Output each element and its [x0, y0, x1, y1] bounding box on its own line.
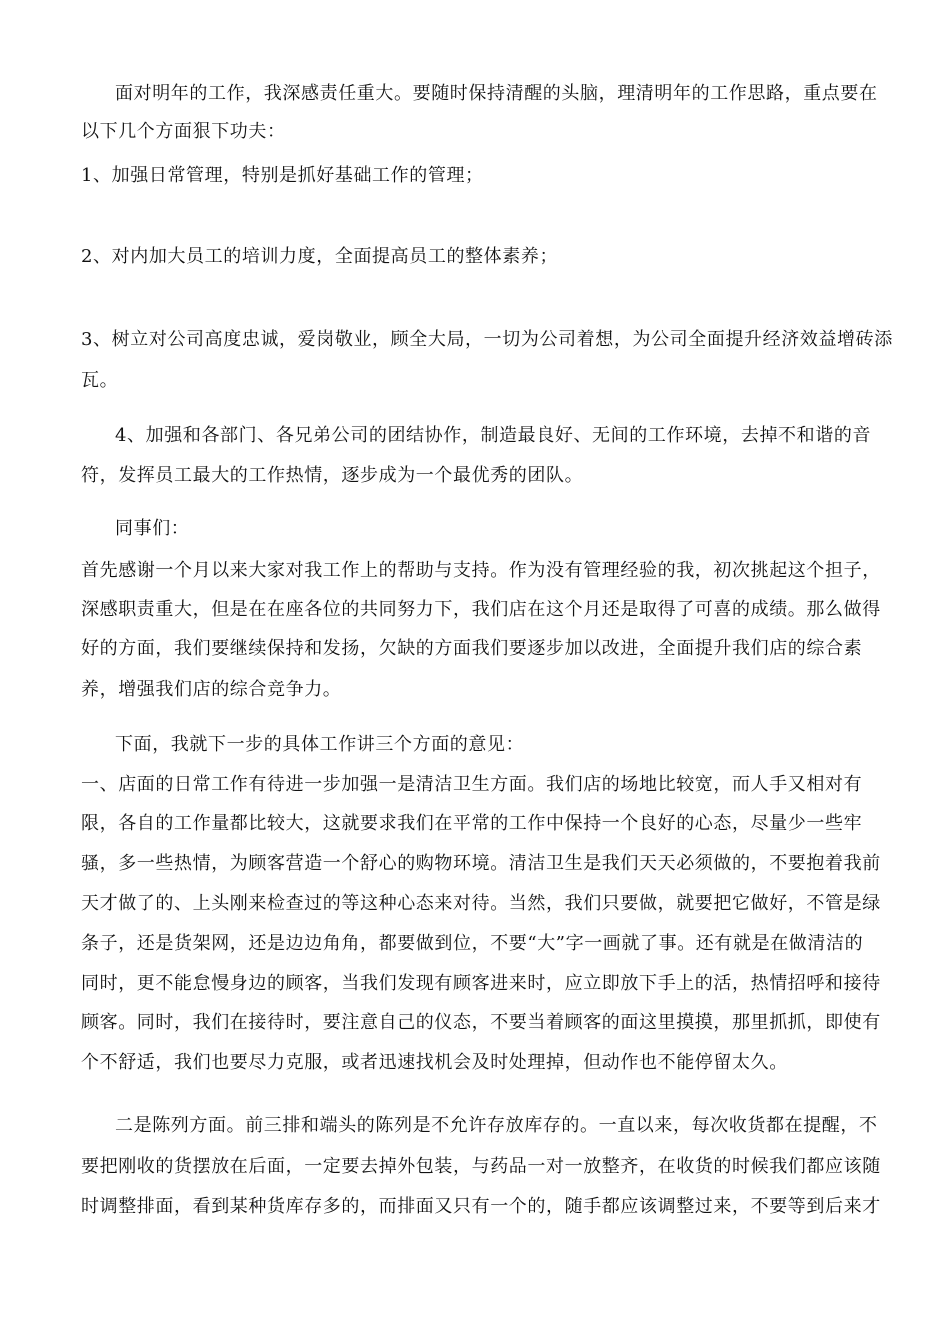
text-line: 骚，多一些热情，为顾客营造一个舒心的购物环境。清洁卫生是我们天天必须做的，不要抱着我前	[81, 853, 881, 874]
text-line: 符，发挥员工最大的工作热情，逐步成为一个最优秀的团队。	[81, 465, 584, 486]
text-line: 一、店面的日常工作有待进一步加强一是清洁卫生方面。我们店的场地比较宽，而人手又相对有	[81, 774, 863, 795]
text-line: 时调整排面，看到某种货库存多的，而排面又只有一个的，随手都应该调整过来，不要等到后来才	[81, 1196, 881, 1217]
text-line: 面对明年的工作，我深感责任重大。要随时保持清醒的头脑，理清明年的工作思路，重点要在	[115, 83, 878, 104]
text-line: 2、对内加大员工的培训力度，全面提高员工的整体素养；	[81, 246, 559, 267]
text-line: 二是陈列方面。前三排和端头的陈列是不允许存放库存的。一直以来，每次收货都在提醒，不	[115, 1115, 878, 1136]
text-line: 1、加强日常管理，特别是抓好基础工作的管理；	[81, 165, 484, 186]
text-line: 限，各自的工作量都比较大，这就要求我们在平常的工作中保持一个良好的心态，尽量少一些牢	[81, 813, 863, 834]
text-line: 首先感谢一个月以来大家对我工作上的帮助与支持。作为没有管理经验的我，初次挑起这个担子，	[81, 560, 881, 581]
text-line: 要把刚收的货摆放在后面，一定要去掉外包装，与药品一对一放整齐，在收货的时候我们都应该随	[81, 1156, 881, 1177]
text-line: 同事们：	[115, 518, 190, 539]
text-line: 顾客。同时，我们在接待时，要注意自己的仪态，不要当着顾客的面这里摸摸，那里抓抓，即使有	[81, 1012, 881, 1033]
text-line: 以下几个方面狠下功夫：	[81, 121, 286, 142]
text-line: 下面，我就下一步的具体工作讲三个方面的意见：	[115, 734, 525, 755]
text-line: 好的方面，我们要继续保持和发扬，欠缺的方面我们要逐步加以改进，全面提升我们店的综合素	[81, 638, 863, 659]
text-line: 深感职责重大，但是在在座各位的共同努力下，我们店在这个月还是取得了可喜的成绩。那么做得	[81, 599, 881, 620]
text-line: 个不舒适，我们也要尽力克服，或者迅速找机会及时处理掉，但动作也不能停留太久。	[81, 1052, 788, 1073]
text-line: 条子，还是货架网，还是边边角角，都要做到位，不要“大”字一画就了事。还有就是在做清洁的	[81, 933, 864, 954]
text-line: 瓦。	[81, 370, 119, 391]
text-line: 天才做了的、上头刚来检查过的等这种心态来对待。当然，我们只要做，就要把它做好，不管是绿	[81, 893, 881, 914]
text-line: 养，增强我们店的综合竞争力。	[81, 679, 342, 700]
text-line: 同时，更不能怠慢身边的顾客，当我们发现有顾客进来时，应立即放下手上的活，热情招呼和接待	[81, 973, 881, 994]
text-line: 3、树立对公司高度忠诚，爱岗敬业，顾全大局，一切为公司着想，为公司全面提升经济效益增砖添	[81, 329, 893, 350]
text-line: 4、加强和各部门、各兄弟公司的团结协作，制造最良好、无间的工作环境，去掉不和谐的音	[115, 425, 872, 446]
